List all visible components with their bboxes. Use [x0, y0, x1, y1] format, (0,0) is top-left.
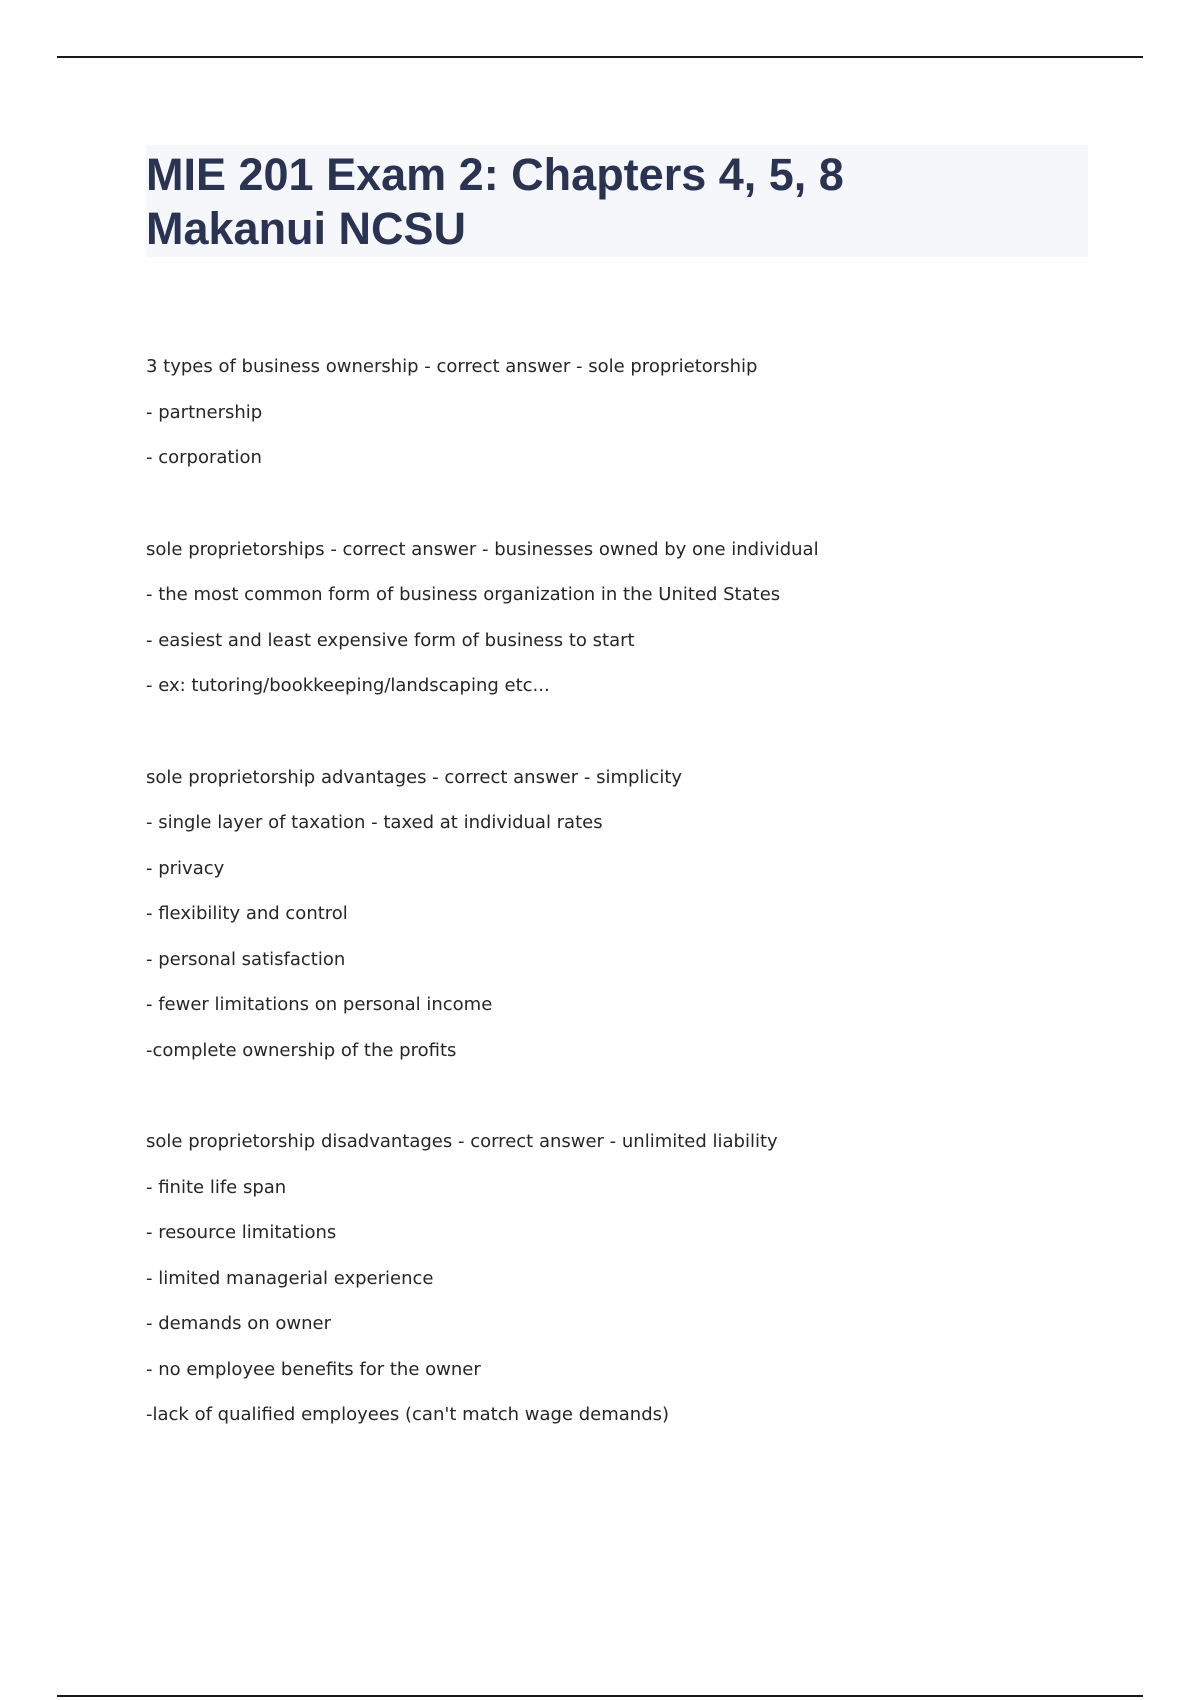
flashcard-list: [146, 344, 1086, 1484]
card-question: 3 types of business ownership - correct answer - sole proprietorship: [146, 356, 758, 377]
card-answer-line: - demands on owner: [146, 1313, 331, 1334]
card-answer-line: - easiest and least expensive form of business to start: [146, 629, 635, 651]
title-line-2: Makanui NCSU: [146, 203, 467, 254]
card-answer-line: -lack of qualified employees (can't match wage demands): [146, 1404, 670, 1425]
document-title: [146, 148, 1086, 256]
header-rule: [57, 56, 1143, 58]
title-line-1: MIE 201 Exam 2: Chapters 4, 5, 8: [146, 149, 844, 200]
card-answer-line: - corporation: [146, 447, 262, 468]
card-answer-line: - single layer of taxation - taxed at individual rates: [146, 812, 603, 833]
card-answer-line: - fewer limitations on personal income: [146, 994, 493, 1015]
footer-rule: [57, 1695, 1143, 1697]
card-answer-line: - resource limitations: [146, 1222, 337, 1243]
card-question: sole proprietorship disadvantages - correct answer - unlimited liability: [146, 1131, 778, 1152]
card-answer-line: - partnership: [146, 401, 263, 423]
card-answer-line: - personal satisfaction: [146, 948, 346, 970]
card-question: sole proprietorships - correct answer - businesses owned by one individual: [146, 538, 819, 560]
flashcard-sole-proprietorship-disadvantages: [146, 1119, 1086, 1438]
card-answer-line: - privacy: [146, 857, 225, 879]
card-answer-line: - flexibility and control: [146, 903, 348, 924]
flashcard-business-ownership-types: [146, 344, 1086, 481]
card-answer-line: -complete ownership of the profits: [146, 1039, 457, 1061]
card-answer-line: - limited managerial experience: [146, 1267, 434, 1289]
flashcard-sole-proprietorship-advantages: [146, 755, 1086, 1074]
card-answer-line: - the most common form of business organization in the United States: [146, 584, 781, 605]
card-answer-line: - no employee benefits for the owner: [146, 1358, 481, 1380]
card-question: sole proprietorship advantages - correct answer - simplicity: [146, 766, 683, 788]
card-answer-line: - ex: tutoring/bookkeeping/landscaping etc...: [146, 675, 550, 696]
flashcard-sole-proprietorships: [146, 527, 1086, 709]
card-answer-line: - finite life span: [146, 1176, 287, 1198]
